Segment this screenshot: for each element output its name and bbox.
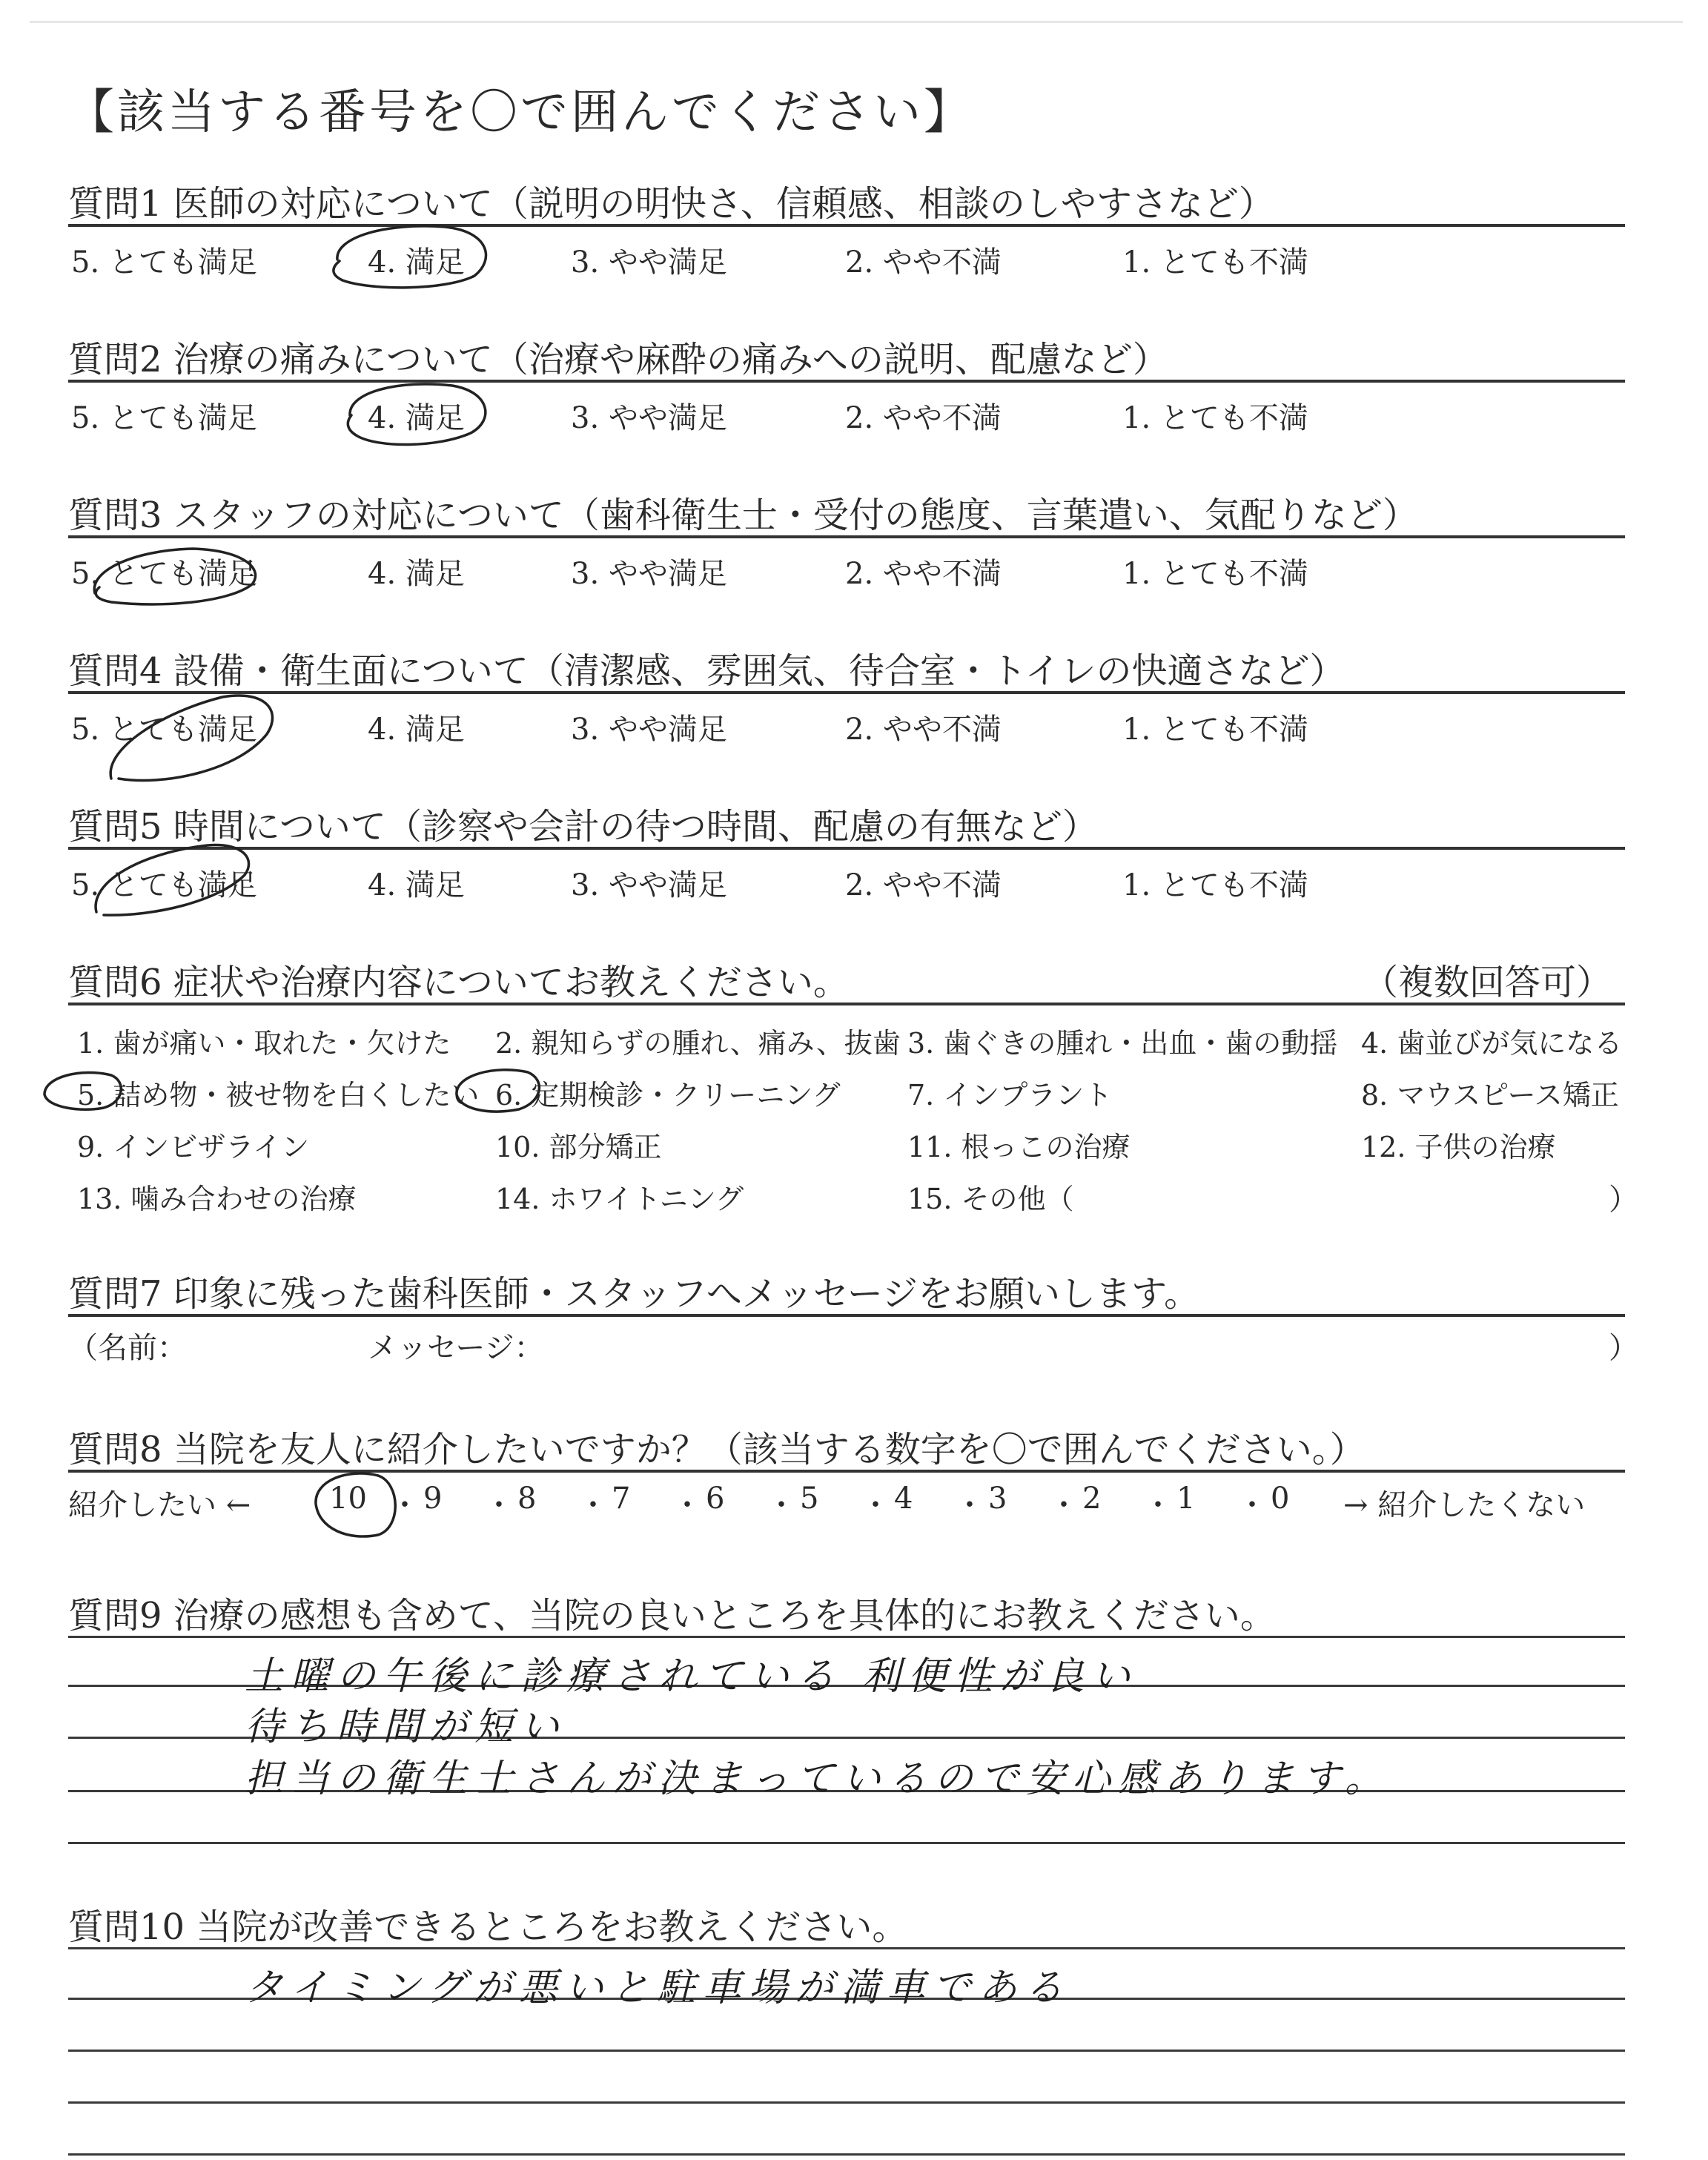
q8-scale-2[interactable]: 2 xyxy=(1082,1482,1102,1516)
q7-close-paren: ） xyxy=(1609,1331,1638,1365)
q8-scale-8[interactable]: 8 xyxy=(517,1482,537,1516)
q2-option-5[interactable]: 5. とても満足 xyxy=(71,401,257,435)
question-4-rule xyxy=(68,691,1625,694)
q8-scale-separator: ・ xyxy=(1237,1488,1267,1522)
q6-option-3[interactable]: 3. 歯ぐきの腫れ・出血・歯の動揺 xyxy=(907,1027,1338,1060)
q7-name-label: （名前： xyxy=(68,1331,187,1365)
q6-option-12[interactable]: 12. 子供の治療 xyxy=(1361,1131,1556,1163)
q6-option-11[interactable]: 11. 根っこの治療 xyxy=(907,1131,1131,1163)
q6-option-9[interactable]: 9. インビザライン xyxy=(77,1131,310,1163)
q8-scale-separator: ・ xyxy=(1049,1488,1079,1522)
q5-option-5[interactable]: 5. とても満足 xyxy=(71,868,257,902)
q4-option-4[interactable]: 4. 満足 xyxy=(368,713,465,747)
q10-line-1 xyxy=(68,1947,1625,1949)
q1-option-3[interactable]: 3. やや満足 xyxy=(571,245,727,280)
q8-scale-separator: ・ xyxy=(484,1488,514,1522)
question-6-note: （複数回答可） xyxy=(1363,962,1612,1003)
q3-option-2[interactable]: 2. やや不満 xyxy=(845,557,1002,591)
q4-option-5[interactable]: 5. とても満足 xyxy=(71,713,257,747)
q9-line-1 xyxy=(68,1636,1625,1638)
question-8-rule xyxy=(68,1470,1625,1473)
question-8-title: 質問8 当院を友人に紹介したいですか？（該当する数字を〇で囲んでください。） xyxy=(68,1429,1366,1470)
q2-option-4[interactable]: 4. 満足 xyxy=(368,401,465,435)
q8-scale-3[interactable]: 3 xyxy=(988,1482,1007,1516)
q8-scale-separator: ・ xyxy=(390,1488,420,1522)
q6-option-1[interactable]: 1. 歯が痛い・取れた・欠けた xyxy=(77,1027,451,1060)
question-1-title: 質問1 医師の対応について（説明の明快さ、信頼感、相談のしやすさなど） xyxy=(68,183,1274,225)
question-5-title: 質問5 時間について（診察や会計の待つ時間、配慮の有無など） xyxy=(68,806,1098,848)
q1-option-4[interactable]: 4. 満足 xyxy=(368,245,465,280)
q8-scale-separator: ・ xyxy=(955,1488,984,1522)
q8-right-label: → 紹介したくない xyxy=(1343,1488,1586,1522)
q5-option-4[interactable]: 4. 満足 xyxy=(368,868,465,902)
q9-answer-line-3: 担当の衛生士さんが決まっているので安心感あります。 xyxy=(245,1757,1391,1801)
q6-option-13[interactable]: 13. 噛み合わせの治療 xyxy=(77,1183,357,1215)
q8-scale-1[interactable]: 1 xyxy=(1176,1482,1196,1516)
q2-option-2[interactable]: 2. やや不満 xyxy=(845,401,1002,435)
question-7-rule xyxy=(68,1314,1625,1317)
q2-option-3[interactable]: 3. やや満足 xyxy=(571,401,727,435)
q5-option-1[interactable]: 1. とても不満 xyxy=(1122,868,1308,902)
question-2-title: 質問2 治療の痛みについて（治療や麻酔の痛みへの説明、配慮など） xyxy=(68,339,1168,380)
q6-option-14[interactable]: 14. ホワイトニング xyxy=(495,1183,744,1215)
question-7-title: 質問7 印象に残った歯科医師・スタッフへメッセージをお願いします。 xyxy=(68,1273,1200,1315)
q10-answer-line-1: タイミングが悪いと駐車場が満車である xyxy=(245,1966,1070,2010)
q4-option-3[interactable]: 3. やや満足 xyxy=(571,713,727,747)
q10-line-3 xyxy=(68,2050,1625,2052)
q3-option-3[interactable]: 3. やや満足 xyxy=(571,557,727,591)
q8-scale-separator: ・ xyxy=(767,1488,796,1522)
q6-other-close-paren: ） xyxy=(1609,1183,1638,1217)
q4-option-2[interactable]: 2. やや不満 xyxy=(845,713,1002,747)
question-6-title: 質問6 症状や治療内容についてお教えください。 xyxy=(68,962,849,1003)
q8-scale-separator: ・ xyxy=(861,1488,890,1522)
q3-option-1[interactable]: 1. とても不満 xyxy=(1122,557,1308,591)
question-3-rule xyxy=(68,535,1625,538)
q6-option-7[interactable]: 7. インプラント xyxy=(907,1079,1113,1112)
q8-scale-10[interactable]: 10 xyxy=(329,1482,367,1516)
q5-option-3[interactable]: 3. やや満足 xyxy=(571,868,727,902)
q7-message-label: メッセージ： xyxy=(368,1331,544,1365)
q8-scale-separator: ・ xyxy=(672,1488,702,1522)
q9-answer-line-2: 待ち時間が短い xyxy=(245,1705,567,1749)
q3-option-5[interactable]: 5. とても満足 xyxy=(71,557,257,591)
q5-option-2[interactable]: 2. やや不満 xyxy=(845,868,1002,902)
question-4-title: 質問4 設備・衛生面について（清潔感、雰囲気、待合室・トイレの快適さなど） xyxy=(68,650,1345,692)
q8-scale-0[interactable]: 0 xyxy=(1271,1482,1290,1516)
q10-line-5 xyxy=(68,2153,1625,2156)
q10-line-4 xyxy=(68,2101,1625,2104)
q8-scale-7[interactable]: 7 xyxy=(612,1482,631,1516)
scan-edge xyxy=(30,21,1683,23)
q4-option-1[interactable]: 1. とても不満 xyxy=(1122,713,1308,747)
q1-option-5[interactable]: 5. とても満足 xyxy=(71,245,257,280)
q1-option-1[interactable]: 1. とても不満 xyxy=(1122,245,1308,280)
question-2-rule xyxy=(68,380,1625,383)
q8-scale-4[interactable]: 4 xyxy=(894,1482,913,1516)
q8-scale-6[interactable]: 6 xyxy=(706,1482,725,1516)
q6-option-10[interactable]: 10. 部分矯正 xyxy=(495,1131,662,1163)
q6-option-15[interactable]: 15. その他（ xyxy=(907,1183,1074,1215)
q2-option-1[interactable]: 1. とても不満 xyxy=(1122,401,1308,435)
q8-scale-5[interactable]: 5 xyxy=(800,1482,819,1516)
q9-answer-line-1: 土曜の午後に診療されている 利便性が良い xyxy=(245,1654,1138,1699)
q6-option-6[interactable]: 6. 定期検診・クリーニング xyxy=(495,1079,841,1112)
q6-option-4[interactable]: 4. 歯並びが気になる xyxy=(1361,1027,1623,1060)
question-9-title: 質問9 治療の感想も含めて、当院の良いところを具体的にお教えください。 xyxy=(68,1595,1276,1636)
q8-scale-9[interactable]: 9 xyxy=(423,1482,443,1516)
question-1-rule xyxy=(68,224,1625,227)
question-3-title: 質問3 スタッフの対応について（歯科衛生士・受付の態度、言葉遣い、気配りなど） xyxy=(68,495,1418,536)
question-5-rule xyxy=(68,847,1625,850)
q8-left-label: 紹介したい ← xyxy=(68,1488,251,1522)
question-10-title: 質問10 当院が改善できるところをお教えください。 xyxy=(68,1906,908,1948)
q6-option-5[interactable]: 5. 詰め物・被せ物を白くしたい xyxy=(77,1079,480,1112)
q6-option-2[interactable]: 2. 親知らずの腫れ、痛み、抜歯 xyxy=(495,1027,901,1060)
q8-scale-separator: ・ xyxy=(578,1488,608,1522)
q9-line-5 xyxy=(68,1842,1625,1844)
q6-option-8[interactable]: 8. マウスピース矯正 xyxy=(1361,1079,1619,1112)
q1-option-2[interactable]: 2. やや不満 xyxy=(845,245,1002,280)
q8-scale-separator: ・ xyxy=(1143,1488,1173,1522)
page-title: 【該当する番号を〇で囲んでください】 xyxy=(67,85,974,140)
question-6-rule xyxy=(68,1003,1625,1005)
q3-option-4[interactable]: 4. 満足 xyxy=(368,557,465,591)
